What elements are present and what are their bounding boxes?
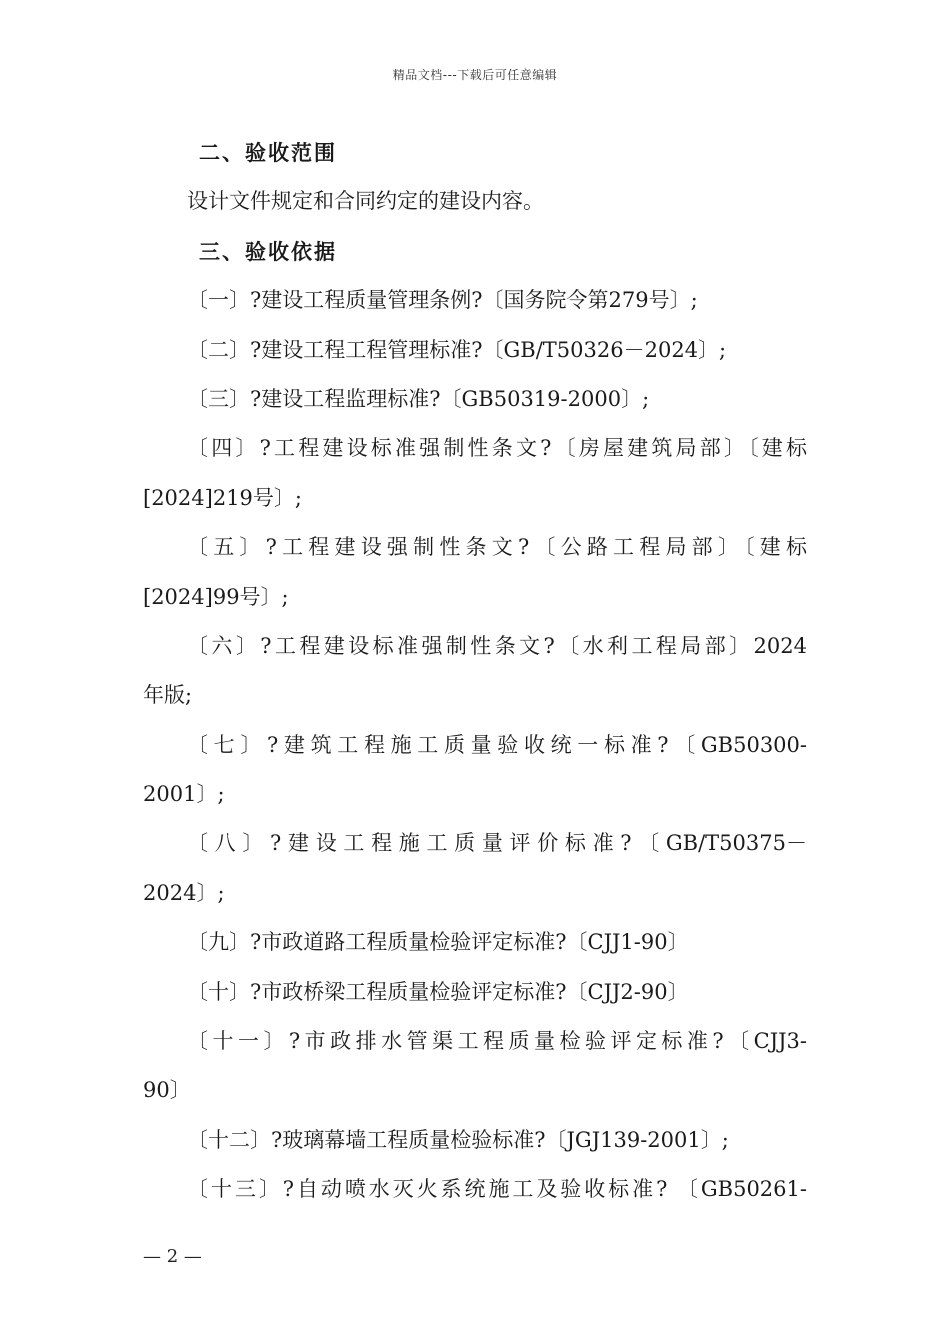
item-11-line-2: 90〕	[143, 1078, 191, 1103]
item-5-line-2: [2024]99号〕;	[143, 584, 289, 609]
document-body	[143, 128, 807, 1215]
item-1-line-1: 〔一〕?建设工程质量管理条例?〔国务院令第279号〕;	[187, 288, 698, 313]
section-heading-basis: 三、验收依据	[199, 238, 337, 264]
page-number: — 2 —	[143, 1246, 202, 1267]
item-8-line-1: 〔八〕?建设工程施工质量评价标准?〔GB/T50375－	[187, 831, 807, 856]
item-4	[143, 424, 807, 523]
item-5-line-1: 〔五〕?工程建设强制性条文?〔公路工程局部〕〔建标	[187, 535, 807, 560]
item-3	[143, 375, 807, 424]
item-9-line-1: 〔九〕?市政道路工程质量检验评定标准?〔CJJ1-90〕	[187, 930, 689, 955]
item-11	[143, 1017, 807, 1116]
item-9	[143, 918, 807, 967]
item-6-line-1: 〔六〕?工程建设标准强制性条文?〔水利工程局部〕2024	[187, 633, 807, 658]
item-8-line-2: 2024〕;	[143, 880, 225, 905]
item-12	[143, 1116, 807, 1165]
item-5	[143, 523, 807, 622]
item-3-line-1: 〔三〕?建设工程监理标准?〔GB50319-2000〕;	[187, 386, 650, 411]
item-4-line-1: 〔四〕?工程建设标准强制性条文?〔房屋建筑局部〕〔建标	[187, 436, 807, 461]
header-note: 精品文档---下载后可任意编辑	[392, 68, 558, 82]
scope-text: 设计文件规定和合同约定的建设内容。	[187, 189, 544, 214]
item-10-line-1: 〔十〕?市政桥梁工程质量检验评定标准?〔CJJ2-90〕	[187, 979, 689, 1004]
item-13	[143, 1165, 807, 1214]
item-6	[143, 622, 807, 721]
item-7-line-2: 2001〕;	[143, 782, 225, 807]
item-13-line-1: 〔十三〕?自动喷水灭火系统施工及验收标准? 〔GB50261-	[187, 1177, 807, 1202]
item-4-line-2: [2024]219号〕;	[143, 485, 302, 510]
item-1	[143, 276, 807, 325]
item-7-line-1: 〔七〕?建筑工程施工质量验收统一标准?〔GB50300-	[187, 732, 807, 757]
item-7	[143, 721, 807, 820]
item-11-line-1: 〔十一〕?市政排水管渠工程质量检验评定标准?〔CJJ3-	[187, 1029, 807, 1054]
item-12-line-1: 〔十二〕?玻璃幕墙工程质量检验标准?〔JGJ139-2001〕;	[187, 1127, 729, 1152]
item-6-line-2: 年版;	[143, 683, 193, 708]
item-2	[143, 326, 807, 375]
item-2-line-1: 〔二〕?建设工程工程管理标准?〔GB/T50326－2024〕;	[187, 337, 727, 362]
section-heading-scope: 二、验收范围	[199, 140, 337, 165]
item-10	[143, 968, 807, 1017]
item-8	[143, 819, 807, 918]
